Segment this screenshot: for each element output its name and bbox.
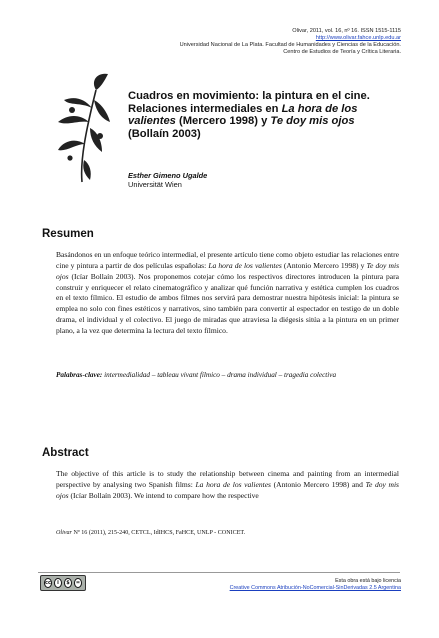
license-link[interactable]: Creative Commons Atribución-NoComercial-SinDerivadas 2.5 Argentina [229, 585, 401, 591]
abstract-heading: Abstract [42, 447, 89, 459]
nc-icon: $ [64, 578, 72, 588]
license-notice [230, 578, 401, 592]
resumen-film-1: La hora de los valientes [208, 260, 282, 270]
journal-issue: Olivar, 2011, vol. 16, nº 16. ISSN 1515-1115 [292, 28, 401, 34]
abstract-film-1: La hora de los valientes [195, 479, 271, 489]
research-center: Centro de Estudios de Teoría y Crítica Literaria. [283, 49, 401, 55]
abstract-paragraph: The objective of this article is to study the relationship between cinema and painting from an intermedial perspective by analysing two Spanish films: La hora de los valientes (Antonio Mercero 1998) and Te doy mis ojos (Icíar Bollaín 2003). We intend to compare how the respective [56, 469, 399, 500]
cc-icon: cc [45, 580, 51, 586]
by-icon: i [54, 578, 62, 588]
citation-journal: Olivar [56, 530, 72, 536]
keywords-label: Palabras-clave: [56, 371, 103, 379]
cc-license-badge[interactable] [40, 575, 86, 591]
resumen-film-2: Te doy mis ojos [56, 260, 400, 281]
olive-branch-logo [52, 70, 114, 185]
keywords [56, 370, 399, 380]
resumen-heading: Resumen [42, 228, 94, 240]
journal-header [101, 28, 401, 56]
title-text-2: (Mercero 1998) y [175, 115, 271, 128]
author-name: Esther Gimeno Ugalde [128, 171, 208, 180]
author-affiliation: Universität Wien [128, 180, 182, 189]
title-film-2: Te doy mis ojos [270, 115, 355, 128]
article-title [128, 90, 398, 140]
citation-text: Nº 16 (2011), 215-240, CETCL, IdIHCS, FaHCE, UNLP - CONICET. [71, 530, 246, 536]
keywords-text: intermedialidad – tableau vivant fílmico – drama individual – tragedia colectiva [102, 371, 337, 379]
university-name: Universidad Nacional de La Plata. Facultad de Humanidades y Ciencias de la Educación. [179, 42, 401, 48]
nd-icon: = [75, 580, 81, 586]
journal-url-link[interactable]: http://www.olivar.fahce.unlp.edu.ar [315, 35, 401, 41]
resumen-paragraph: Basándonos en un enfoque teórico intermedial, el presente artículo tiene como objeto estudiar las relaciones entre cine y pintura a partir de dos películas españolas: La hora de los valientes (Antonio Mercero 1998) y Te doy mis ojos (Icíar Bollaín 2003). Nos proponemos cotejar cómo los respectivos directores introducen la pintura para construir y enriquecer el relato cinematográfico y analizar qué función narrativa y estética cumplen los cuadros en el texto fílmico. El estudio de ambos filmes nos servirá para demostrar nuestra hipótesis inicial: la pintura se emplea no solo con fines estéticos y narrativos, sino también para convertir al espectador en testigo de un doble drama, el individual y el colectivo. El juego de miradas que atraviesa la diégesis sitúa a la pintura en un primer plano, a la vez que determina la lectura del texto fílmico. [56, 250, 400, 335]
abstract-film-2: Te doy mis ojos [56, 479, 399, 500]
license-line: Esta obra está bajo licencia [335, 578, 401, 584]
citation [56, 529, 245, 537]
title-film-1: La hora de los valientes [128, 102, 358, 128]
footer-divider [38, 572, 400, 573]
title-text-3: (Bollaín 2003) [128, 127, 201, 140]
title-text-1: Cuadros en movimiento: la pintura en el cine. Relaciones intermediales en [128, 90, 370, 115]
author-block [128, 171, 207, 189]
